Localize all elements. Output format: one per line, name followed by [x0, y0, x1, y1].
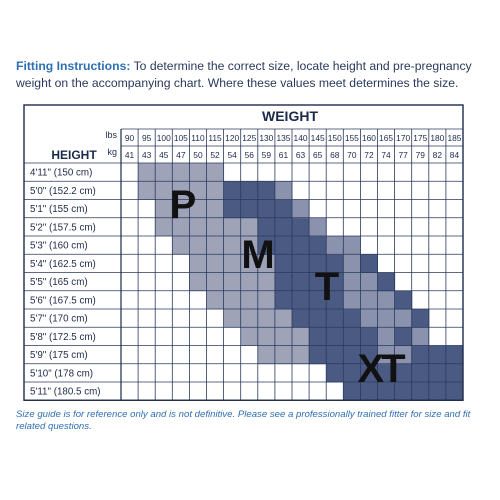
lbs-tick: 90: [124, 133, 135, 143]
height-row-label: 5'11" (180.5 cm): [30, 386, 101, 398]
size-region-cell: [309, 218, 327, 237]
size-region-cell: [395, 327, 413, 346]
size-label-p: P: [169, 183, 197, 227]
height-header: HEIGHT: [51, 148, 97, 162]
size-region-cell: [138, 163, 224, 182]
lbs-tick: 170: [396, 133, 411, 143]
instructions-lead: Fitting Instructions:: [16, 59, 131, 73]
kg-tick: 77: [398, 150, 408, 160]
lbs-tick: 150: [327, 133, 342, 143]
lbs-label: lbs: [105, 130, 117, 140]
size-region-cell: [412, 346, 464, 365]
size-region-cell: [378, 273, 396, 292]
size-label-xt: XT: [357, 347, 403, 391]
lbs-tick: 145: [310, 133, 325, 143]
lbs-tick: 180: [430, 133, 445, 143]
lbs-tick: 160: [361, 133, 376, 143]
kg-tick: 63: [295, 150, 306, 160]
kg-tick: 79: [415, 150, 425, 160]
kg-tick: 52: [210, 150, 220, 160]
lbs-tick: 165: [379, 133, 394, 143]
lbs-tick: 140: [293, 133, 308, 143]
kg-tick: 82: [432, 150, 443, 160]
kg-tick: 47: [176, 150, 186, 160]
kg-tick: 70: [347, 150, 357, 160]
kg-tick: 68: [330, 150, 340, 160]
kg-tick: 43: [141, 150, 152, 160]
height-row-label: 5'5" (165 cm): [30, 277, 88, 289]
height-row-label: 5'4" (162.5 cm): [30, 258, 96, 270]
lbs-tick: 125: [242, 133, 257, 143]
weight-header: WEIGHT: [262, 108, 318, 124]
kg-tick: 41: [124, 150, 135, 160]
height-row-label: 5'6" (167.5 cm): [30, 295, 96, 307]
size-region-cell: [360, 254, 378, 273]
kg-tick: 50: [193, 150, 203, 160]
lbs-tick: 135: [276, 133, 291, 143]
size-region-cell: [292, 200, 310, 219]
size-region-cell: [258, 346, 310, 365]
kg-label: kg: [107, 147, 117, 157]
lbs-tick: 100: [156, 133, 171, 143]
lbs-tick: 95: [141, 133, 152, 143]
kg-tick: 72: [364, 150, 374, 160]
lbs-tick: 130: [259, 133, 274, 143]
height-row-label: 5'1" (155 cm): [30, 204, 88, 216]
size-label-t: T: [314, 265, 340, 309]
kg-tick: 54: [227, 150, 237, 160]
size-region-cell: [395, 291, 413, 310]
height-row-label: 5'10" (178 cm): [30, 368, 94, 380]
lbs-tick: 175: [413, 133, 428, 143]
lbs-tick: 120: [225, 133, 240, 143]
lbs-tick: 115: [208, 133, 222, 143]
size-label-m: M: [241, 233, 275, 277]
height-row-label: 5'9" (175 cm): [30, 350, 88, 362]
kg-tick: 65: [312, 150, 323, 160]
kg-tick: 56: [244, 150, 254, 160]
size-region-cell: [275, 181, 293, 200]
height-row-label: 5'7" (170 cm): [30, 313, 88, 325]
kg-tick: 84: [449, 150, 460, 160]
size-region-cell: [412, 382, 464, 401]
height-row-label: 5'3" (160 cm): [30, 240, 88, 252]
kg-tick: 59: [261, 150, 272, 160]
height-row-label: 5'8" (172.5 cm): [30, 331, 96, 343]
height-row-label: 4'11" (150 cm): [30, 167, 93, 179]
lbs-tick: 105: [173, 133, 188, 143]
height-row-label: 5'0" (152.2 cm): [30, 185, 96, 197]
lbs-tick: 155: [344, 133, 359, 143]
kg-tick: 45: [159, 150, 169, 160]
lbs-tick: 185: [447, 133, 462, 143]
size-region-cell: [412, 309, 430, 328]
instructions-text: To determine the correct size, locate height and pre-pregnancy weight on the accompanying chart. Where these values meet determines the size.: [16, 59, 472, 90]
height-row-label: 5'2" (157.5 cm): [30, 222, 96, 234]
kg-tick: 74: [381, 150, 391, 160]
kg-tick: 61: [278, 150, 289, 160]
size-region-cell: [224, 181, 276, 200]
disclaimer: Size guide is for reference only and is not definitive. Please see a professionally trained fitter for size and fit related questions.: [16, 409, 471, 432]
lbs-tick: 110: [191, 133, 205, 143]
